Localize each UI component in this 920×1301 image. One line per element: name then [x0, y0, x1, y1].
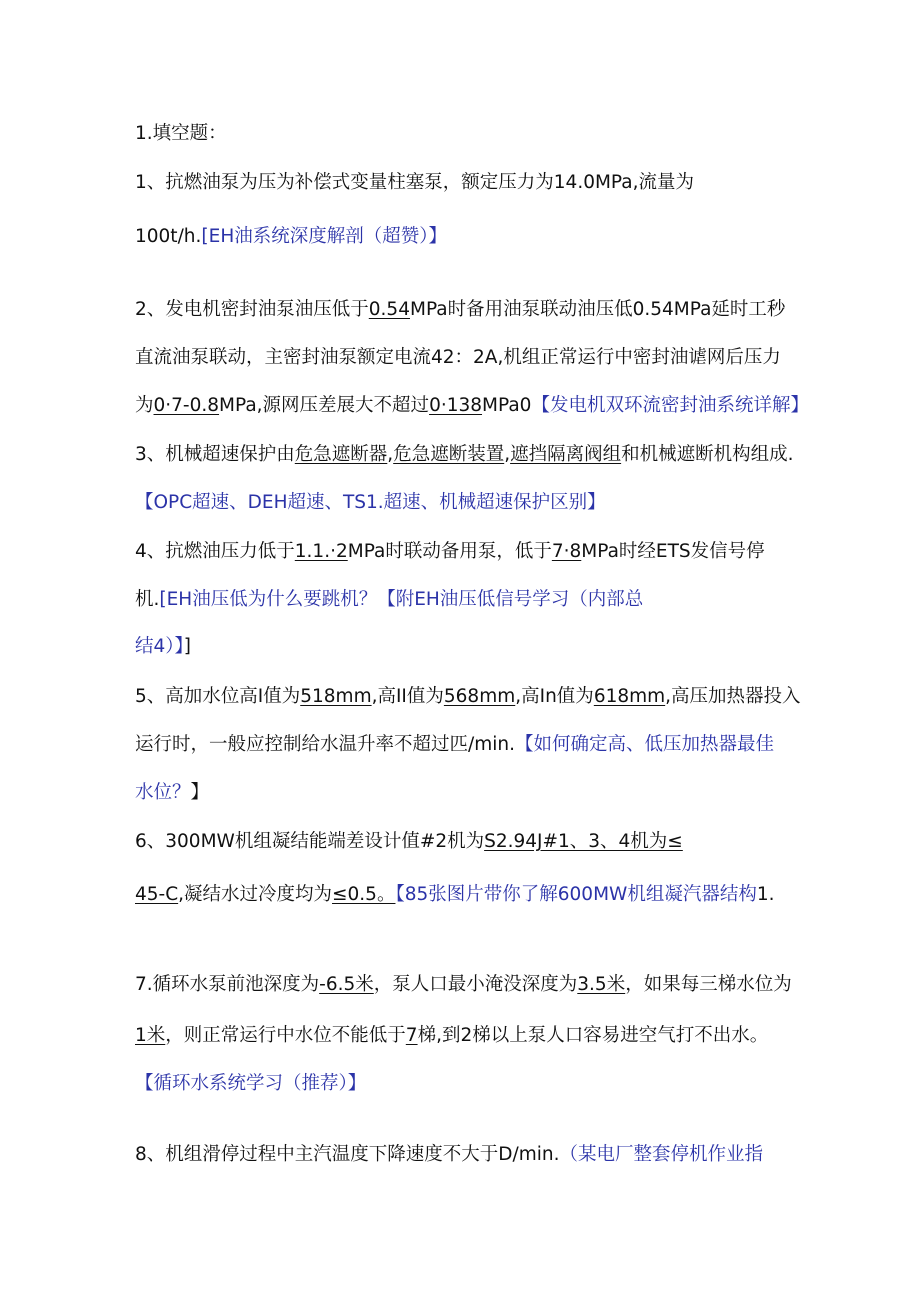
question-8-line-1 [135, 1143, 860, 1167]
text: MPa0 [482, 395, 532, 416]
blank-answer: ≤0.5。 [332, 884, 396, 905]
text: 3、机械超速保护由 [135, 444, 295, 465]
blank-answer: 568mm [443, 686, 516, 707]
text: 机. [135, 589, 160, 610]
blank-answer: 1.1.·2 [294, 541, 348, 562]
text: MPa时联动备用泵，低于 [347, 541, 552, 562]
text: , [387, 444, 394, 465]
article-link-heater-level[interactable]: 【如何确定高、低压加热器最佳 [515, 734, 775, 755]
article-link-shutdown[interactable]: （某电厂整套停机作业指 [559, 1144, 764, 1165]
blank-answer: 0·7-0.8 [153, 395, 220, 416]
question-2-line-3 [135, 394, 860, 418]
text: MPa时经ETS发信号停 [581, 541, 765, 562]
text: 1. [756, 884, 775, 905]
text: ，泵人口最小淹没深度为 [373, 974, 578, 995]
question-5-line-1 [135, 685, 860, 709]
blank-answer: 遮挡隔离阀组 [510, 444, 622, 465]
text: MPa时备用油泵联动油压低0.54MPa延时工秒 [409, 299, 786, 320]
question-1-line-1: 1、抗燃油泵为压为补偿式变量柱塞泵，额定压力为14.0MPa,流量为 [135, 172, 694, 193]
text: ,高II值为 [371, 686, 444, 707]
question-7-line-3 [135, 1072, 860, 1096]
text: 100t∕h. [135, 226, 202, 247]
text: 2、发电机密封油泵油压低于 [135, 299, 369, 320]
question-3-line-2 [135, 491, 860, 515]
text: , [504, 444, 511, 465]
blank-answer: 7·8 [551, 541, 582, 562]
text: 梯,到2梯以上泵人口容易进空气打不出水。 [417, 1025, 769, 1046]
question-4-line-3 [135, 635, 860, 659]
text: 6、300MW机组凝结能端差设计值#2机为 [135, 831, 485, 852]
blank-answer: 3.5米 [577, 974, 626, 995]
question-5-line-3 [135, 781, 860, 805]
text: ] [183, 636, 191, 657]
text: 7.循环水泵前池深度为 [135, 974, 320, 995]
blank-answer: 618mm [593, 686, 666, 707]
blank-answer: 0·138 [429, 395, 483, 416]
text: 运行时，一般应控制给水温升率不超过匹/min. [135, 734, 516, 755]
section-heading: 1.填空题： [135, 123, 227, 144]
text: ,高In值为 [515, 686, 594, 707]
question-4-line-2 [135, 588, 860, 612]
text: ,高压加热器投入 [665, 686, 801, 707]
question-7-line-2 [135, 1024, 860, 1048]
question-5-line-2 [135, 733, 860, 757]
blank-answer: 1米 [135, 1025, 166, 1046]
article-link-circulating-water[interactable]: 【循环水系统学习（推荐）】 [135, 1073, 367, 1094]
text: 8、机组滑停过程中主汽温度下降速度不大于D∕min. [135, 1144, 560, 1165]
article-link-eh-pressure[interactable]: [EH油压低为什么要跳机？【附EH油压低信号学习（内部总 [159, 589, 644, 610]
blank-answer: 危急遮断装置 [393, 444, 505, 465]
article-link-eh-pressure-cont[interactable]: 结4）】 [135, 636, 184, 657]
text: 4、抗燃油压力低于 [135, 541, 295, 562]
text: MPa,源网压差展大不超过 [219, 395, 430, 416]
text: 】 [190, 782, 210, 803]
question-2-line-2: 直流油泵联动，主密封油泵额定电流42：2A,机组正常运行中密封油谑网后压力 [135, 347, 781, 368]
question-6-line-2 [135, 883, 860, 907]
question-1-line-2 [135, 225, 860, 249]
text: ，如果每三梯水位为 [625, 974, 792, 995]
question-2-line-1 [135, 298, 860, 322]
article-link-condenser[interactable]: 【85张图片带你了解600MW机组凝汽器结构 [395, 884, 757, 905]
blank-answer: 0.54 [368, 299, 410, 320]
blank-answer: 7 [405, 1025, 418, 1046]
blank-answer: 45-C [135, 884, 179, 905]
text: 为 [135, 395, 154, 416]
question-3-line-1 [135, 443, 860, 467]
article-link-eh-oil[interactable]: [EH油系统深度解剖（超赞）】 [201, 226, 447, 247]
text: 5、高加水位高I值为 [135, 686, 301, 707]
blank-answer: S2.94J#1、3、4机为≤ [484, 831, 683, 852]
blank-answer: -6.5米 [319, 974, 374, 995]
text: ，则正常运行中水位不能低于 [165, 1025, 406, 1046]
article-link-overspeed[interactable]: 【OPC超速、DEH超速、TS1.超速、机械超速保护区别】 [135, 492, 606, 513]
question-4-line-1 [135, 540, 860, 564]
text: 和机械遮断机构组成. [621, 444, 794, 465]
question-7-line-1 [135, 973, 860, 997]
blank-answer: 518mm [300, 686, 372, 707]
text: ,凝结水过冷度均为 [178, 884, 333, 905]
article-link-seal-oil[interactable]: 【发电机双环流密封油系统详解】 [531, 395, 809, 416]
article-link-heater-level-cont[interactable]: 水位？ [135, 782, 191, 803]
question-6-line-1 [135, 830, 860, 854]
blank-answer: 危急遮断器 [294, 444, 388, 465]
